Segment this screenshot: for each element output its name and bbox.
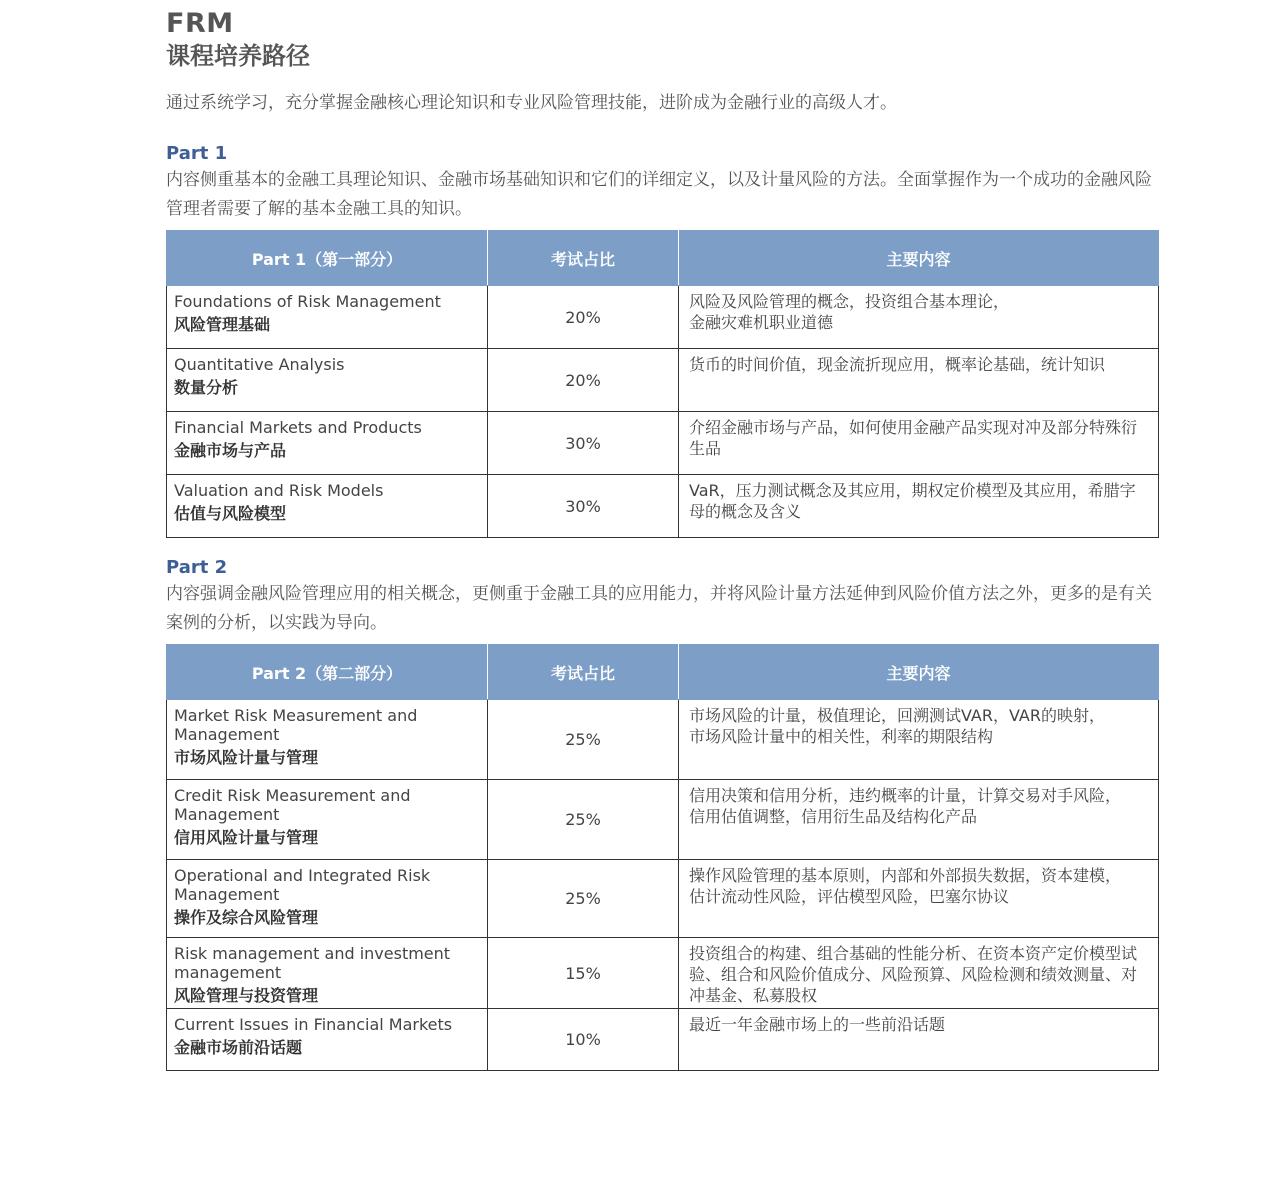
- part1-description: 内容侧重基本的金融工具理论知识、金融市场基础知识和它们的详细定义，以及计量风险的方法。全面掌握作为一个成功的金融风险管理者需要了解的基本金融工具的知识。: [166, 170, 1152, 219]
- content-cell: [679, 412, 1159, 475]
- content-text: 市场风险的计量，极值理论，回溯测试VAR，VAR的映射， 市场风险计量中的相关性，利率的期限结构: [689, 706, 1105, 746]
- table-row: [167, 700, 1159, 780]
- topic-zh: 信用风险计量与管理: [174, 828, 319, 847]
- topic-cell: [167, 412, 488, 475]
- topic-zh: 数量分析: [174, 378, 239, 397]
- weight-cell: 15%: [488, 938, 679, 1009]
- weight-cell: 10%: [488, 1009, 679, 1071]
- topic-cell: [167, 1009, 488, 1071]
- topic-cell: [167, 938, 488, 1009]
- topic-en: Market Risk Measurement and Management: [174, 706, 418, 744]
- part1-title: Part 1: [166, 143, 228, 164]
- content-cell: [679, 700, 1159, 780]
- content-cell: [679, 938, 1159, 1009]
- topic-zh: 金融市场前沿话题: [174, 1038, 303, 1057]
- table-row: [167, 349, 1159, 412]
- table-row: [167, 475, 1159, 538]
- intro-text: 通过系统学习，充分掌握金融核心理论知识和专业风险管理技能，进阶成为金融行业的高级人才。: [166, 93, 897, 113]
- table-row: [167, 780, 1159, 860]
- topic-cell: [167, 780, 488, 860]
- content-text: 风险及风险管理的概念，投资组合基本理论， 金融灾难机职业道德: [689, 292, 1010, 332]
- part1-header-weight: 考试占比: [488, 231, 679, 286]
- topic-cell: [167, 349, 488, 412]
- topic-en: Risk management and investment management: [174, 944, 451, 982]
- content-cell: [679, 860, 1159, 938]
- content-text: 最近一年金融市场上的一些前沿话题: [689, 1015, 946, 1034]
- topic-en: Financial Markets and Products: [174, 418, 422, 437]
- topic-cell: [167, 860, 488, 938]
- part2-table: [166, 644, 1159, 1071]
- topic-zh: 风险管理与投资管理: [174, 986, 319, 1005]
- topic-cell: [167, 700, 488, 780]
- content-text: VaR，压力测试概念及其应用，期权定价模型及其应用，希腊字母的概念及含义: [689, 481, 1136, 521]
- topic-zh: 金融市场与产品: [174, 441, 287, 460]
- content-cell: [679, 349, 1159, 412]
- topic-en: Operational and Integrated Risk Management: [174, 866, 431, 904]
- weight-cell: 30%: [488, 412, 679, 475]
- content-text: 信用决策和信用分析，违约概率的计量，计算交易对手风险， 信用估值调整，信用衍生品及结构化产品: [689, 786, 1122, 826]
- table-row: [167, 1009, 1159, 1071]
- topic-cell: [167, 475, 488, 538]
- topic-zh: 估值与风险模型: [174, 504, 287, 523]
- table-row: [167, 286, 1159, 349]
- weight-cell: 20%: [488, 286, 679, 349]
- part1-header-content: 主要内容: [679, 231, 1159, 286]
- content-cell: [679, 780, 1159, 860]
- weight-cell: 25%: [488, 860, 679, 938]
- part1-table: [166, 230, 1159, 538]
- part2-header-content: 主要内容: [679, 645, 1159, 700]
- topic-cell: [167, 286, 488, 349]
- table-row: [167, 860, 1159, 938]
- content-cell: [679, 286, 1159, 349]
- topic-en: Quantitative Analysis: [174, 355, 345, 374]
- part2-header-weight: 考试占比: [488, 645, 679, 700]
- page-subtitle: 课程培养路径: [166, 42, 310, 70]
- part2-title: Part 2: [166, 557, 228, 578]
- content-text: 介绍金融市场与产品，如何使用金融产品实现对冲及部分特殊衍生品: [689, 418, 1138, 458]
- topic-en: Valuation and Risk Models: [174, 481, 384, 500]
- weight-cell: 20%: [488, 349, 679, 412]
- topic-zh: 风险管理基础: [174, 315, 271, 334]
- weight-cell: 30%: [488, 475, 679, 538]
- content-text: 货币的时间价值，现金流折现应用，概率论基础，统计知识: [689, 355, 1106, 374]
- page-content: [166, 8, 1158, 1071]
- table-row: [167, 938, 1159, 1009]
- part2-header-part: Part 2（第二部分）: [167, 645, 488, 700]
- table-row: [167, 412, 1159, 475]
- weight-cell: 25%: [488, 780, 679, 860]
- topic-en: Credit Risk Measurement and Management: [174, 786, 411, 824]
- topic-zh: 市场风险计量与管理: [174, 748, 319, 767]
- content-cell: [679, 1009, 1159, 1071]
- topic-zh: 操作及综合风险管理: [174, 908, 319, 927]
- part2-description: 内容强调金融风险管理应用的相关概念，更侧重于金融工具的应用能力，并将风险计量方法延伸到风险价值方法之外，更多的是有关案例的分析，以实践为导向。: [166, 584, 1152, 633]
- weight-cell: 25%: [488, 700, 679, 780]
- content-text: 操作风险管理的基本原则，内部和外部损失数据，资本建模， 估计流动性风险，评估模型风险，巴塞尔协议: [689, 866, 1122, 906]
- content-text: 投资组合的构建、组合基础的性能分析、在资本资产定价模型试验、组合和风险价值成分、风险预算、风险检测和绩效测量、对冲基金、私募股权: [689, 944, 1138, 1005]
- content-cell: [679, 475, 1159, 538]
- topic-en: Current Issues in Financial Markets: [174, 1015, 453, 1034]
- page-title: FRM: [166, 8, 234, 39]
- part1-header-part: Part 1（第一部分）: [167, 231, 488, 286]
- topic-en: Foundations of Risk Management: [174, 292, 441, 311]
